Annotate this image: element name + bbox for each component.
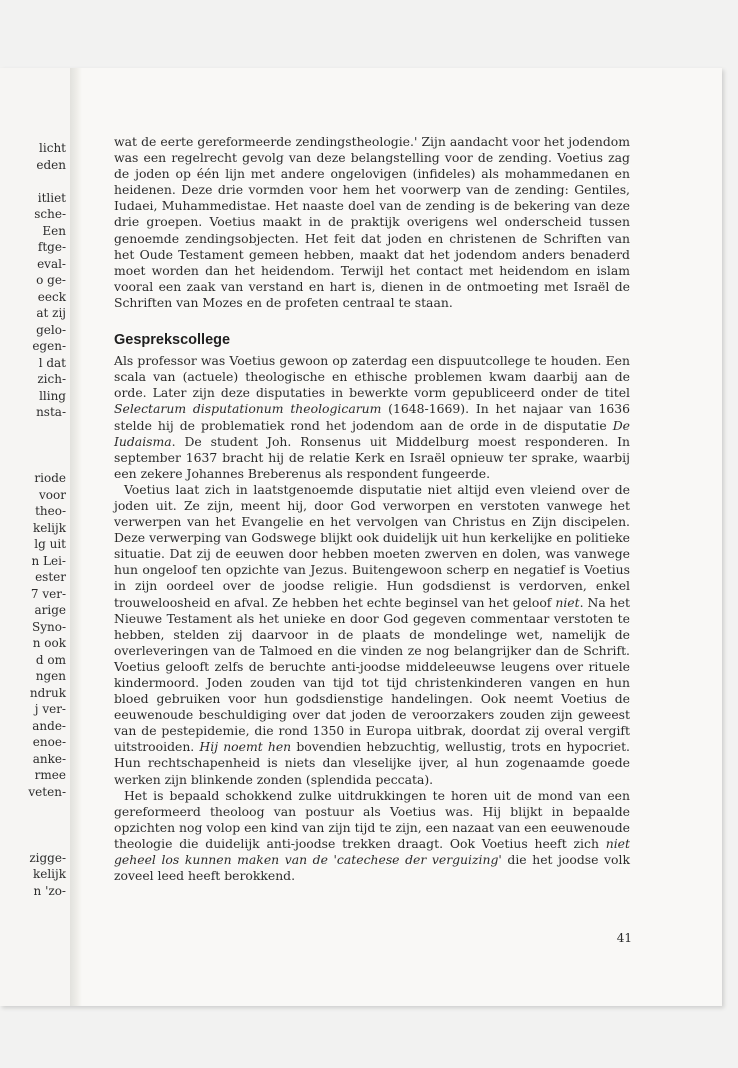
facing-page-fragment: d om: [35, 652, 66, 667]
facing-page-fragment: veten-: [28, 784, 66, 799]
facing-page-fragment: n 'zo-: [33, 883, 66, 898]
facing-page-fragment: [28, 173, 66, 190]
text-run: Het is bepaald schokkend zulke uitdrukkingen te horen uit de mond van een gereformeerd theoloog van postuur als Voetius was. Hij blijkt in bepaalde opzichten nog volop een kind van zijn tijd te zijn, een nazaat van een eeuwenoude theologie die duidelijk anti-joodse trekken draagt. Ook Voetius heeft zich: [114, 787, 630, 851]
facing-page-fragment: ande-: [32, 718, 66, 733]
facing-page-fragment: o ge-: [36, 273, 66, 287]
facing-page-fragment: theo-: [35, 504, 66, 518]
facing-page-fragment: enoe-: [32, 735, 66, 749]
facing-page-fragment: itliet: [37, 190, 66, 205]
facing-page-fragment: voor: [39, 487, 66, 502]
text-run: bovendien hebzuchtig, wellustig, trots en hypocriet. Hun rechtschapenheid is niets dan vleselijke ijver, al hun zogenaamde goede werken zijn blinkende zonden (splendida peccata).: [114, 739, 630, 787]
italic-run: niet: [555, 594, 580, 610]
facing-page-fragment: ftge-: [37, 240, 66, 254]
facing-page-fragment: Een: [42, 223, 66, 238]
facing-page-fragment: ester: [35, 570, 66, 584]
facing-page-fragment: l dat: [38, 355, 66, 370]
text-run: wat de eerte gereformeerde zendingstheologie.' Zijn aandacht voor het jodendom was een regelrecht gevolg van deze belangstelling voor de zending. Voetius zag de joden op één lijn met andere ongelovigen (infideles) als mohammedanen en heidenen. Deze drie vormden voor hem het voorwerp van de zending: Gentiles, Iudaei, Muhammedistae. Het naaste doel van de zending is de bekering van deze drie groepen. Voetius maakt in de praktijk overigens wel onderscheid tussen genoemde zendingsobjecten. Het feit dat joden en christenen de Schriften van het Oude Testament gemeen hebben, maakt dat het jodendom anders benaderd moet worden dan het heidendom. Terwijl het contact met heidendom en islam vooral een zaak van verstand en hart is, dienen in de ontmoeting met Israël de Schriften van Mozes en de profeten centraal te staan.: [114, 134, 630, 310]
facing-page-fragment: 7 ver-: [30, 586, 66, 601]
text-run: Als professor was Voetius gewoon op zaterdag een dispuutcollege te houden. Een scala van (actuele) theologische en ethische problemen kwam daarbij aan de orde. Later zijn deze disputaties in bewerkte vorm gepubliceerd onder de titel: [114, 353, 630, 401]
text-run: . De student Joh. Ronsenus uit Middelburg moest responderen. In september 1637 bracht hij de relatie Kerk en Israël opnieuw ter sprake, waarbij een zekere Johannes Breberenus als respondent fungeerde.: [114, 433, 630, 481]
facing-page-fragment: [28, 454, 66, 471]
italic-run: Hij noemt hen: [199, 739, 292, 755]
facing-page-text-fragments: [28, 140, 66, 899]
main-text-block: [114, 134, 630, 884]
section-heading: Gesprekscollege: [114, 332, 231, 349]
italic-run: Selectarum disputationum theologicarum: [114, 401, 382, 417]
facing-page-fragment: zich-: [37, 372, 66, 386]
facing-page-fragment: at zij: [36, 306, 66, 320]
facing-page-fragment: kelijk: [32, 867, 66, 881]
facing-page-fragment: egen-: [32, 339, 66, 353]
facing-page-fragment: [28, 833, 66, 850]
text-run: . Na het Nieuwe Testament als het unieke en door God gegeven commentaar verstoten te hebben, stelden zij daarvoor in de plaats de mondelinge wet, namelijk de overleveringen van de Talmoed en die vinden ze nog belangrijker dan de Schrift. Voetius gelooft zelfs de beruchte anti-joodse middeleeuwse leugens over rituele kindermoord. Joden zouden van tijd tot tijd christenkinderen vangen en hun bloed gebruiken voor hun godsdienstige handelingen. Ook neemt Voetius de eeuwenoude beschuldiging over dat joden de veroorzakers zouden zijn geweest van de pestepidemie, die rond 1350 in Europa uitbrak, doordat zij overal vergift uitstrooiden.: [114, 594, 630, 755]
facing-page-fragment: eval-: [37, 256, 66, 271]
paragraph-disputatie: [114, 482, 630, 788]
facing-page-fragment: nsta-: [36, 405, 66, 419]
facing-page-fragment: [28, 800, 66, 817]
facing-page-fragment: Syno-: [31, 619, 66, 634]
facing-page-fragment: rmee: [34, 768, 66, 782]
paragraph-schokkend: [114, 788, 630, 885]
facing-page-fragment: gelo-: [36, 322, 66, 337]
facing-page-fragment: licht: [39, 141, 66, 155]
facing-page-fragment: eden: [36, 157, 66, 172]
facing-page-fragment: [28, 437, 66, 454]
facing-page-fragment: lling: [39, 388, 66, 403]
text-run: die het joodse volk zoveel leed heeft berokkend.: [114, 852, 630, 884]
facing-page-fragment: kelijk: [32, 520, 66, 535]
facing-page-fragment: ngen: [35, 669, 66, 683]
facing-page-fragment: ndruk: [29, 685, 66, 700]
text-run: (1648-1669). In het najaar van 1636 stelde hij de problematiek rond het jodendom aan de orde in de disputatie: [114, 401, 630, 433]
facing-page-fragment: n ook: [32, 636, 66, 650]
facing-page-fragment: riode: [34, 471, 66, 485]
text-run: Voetius laat zich in laatstgenoemde disputatie niet altijd even vleiend over de joden uit. Ze zijn, meent hij, door God verworpen en verstoten vanwege het verwerpen van het Evangelie en het vervolgen van Christus en Zijn discipelen. Deze verwerping van Godswege blijkt ook duidelijk uit hun kerkelijke en politieke situatie. Dat zij de eeuwen door hebben moeten zwerven en dolen, was vanwege hun ongeloof ten opzichte van Jezus. Buitengewoon scherp en negatief is Voetius in zijn oordeel over de joodse religie. Hun godsdienst is verdorven, enkel trouweloosheid en afval. Ze hebben het echte beginsel van het geloof: [114, 481, 630, 610]
facing-page-fragment: [28, 817, 66, 834]
facing-page-fragment: lg uit: [34, 537, 66, 551]
facing-page-fragment: [28, 421, 66, 438]
facing-page-edge: [0, 68, 70, 1006]
facing-page-fragment: anke-: [32, 751, 66, 766]
facing-page-fragment: sche-: [34, 207, 66, 221]
facing-page-fragment: eeck: [37, 289, 66, 304]
facing-page-fragment: zigge-: [29, 850, 66, 865]
page-number: 41: [616, 931, 632, 945]
facing-page-fragment: arige: [34, 603, 66, 617]
intro-paragraph: [114, 134, 630, 311]
italic-run: De Iudaisma: [114, 417, 630, 449]
facing-page-fragment: j ver-: [34, 702, 66, 716]
italic-run: niet geheel los kunnen maken van de 'catechese der verguizing': [114, 835, 630, 868]
book-gutter: [70, 68, 82, 1006]
facing-page-fragment: n Lei-: [31, 553, 66, 568]
paragraph-dispuutcollege: [114, 353, 630, 482]
